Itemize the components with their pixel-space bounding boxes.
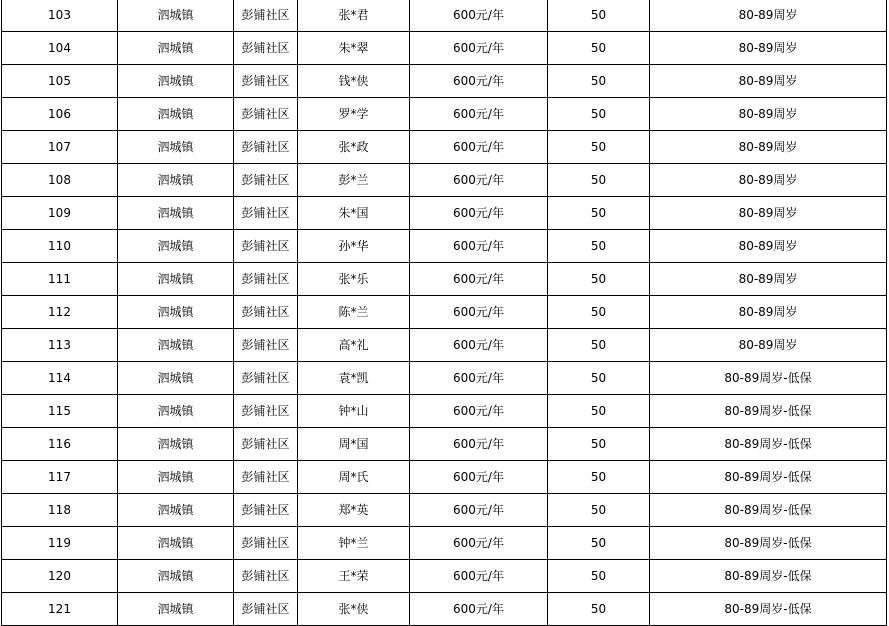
annual-amount-cell: 600元/年: [410, 0, 548, 32]
row-number-cell: 110: [2, 230, 118, 263]
monthly-amount-cell: 50: [548, 98, 650, 131]
table-row: [2, 0, 887, 32]
town-cell: 泗城镇: [118, 263, 234, 296]
annual-amount-cell: 600元/年: [410, 65, 548, 98]
category-cell: 80-89周岁: [650, 131, 887, 164]
town-cell: 泗城镇: [118, 164, 234, 197]
annual-amount-cell: 600元/年: [410, 593, 548, 626]
annual-amount-cell: 600元/年: [410, 263, 548, 296]
table-row: [2, 428, 887, 461]
table-row: [2, 65, 887, 98]
row-number-cell: 115: [2, 395, 118, 428]
annual-amount-cell: 600元/年: [410, 197, 548, 230]
town-cell: 泗城镇: [118, 197, 234, 230]
annual-amount-cell: 600元/年: [410, 329, 548, 362]
town-cell: 泗城镇: [118, 131, 234, 164]
annual-amount-cell: 600元/年: [410, 428, 548, 461]
town-cell: 泗城镇: [118, 527, 234, 560]
community-cell: 彭铺社区: [234, 197, 298, 230]
monthly-amount-cell: 50: [548, 164, 650, 197]
table-row: [2, 131, 887, 164]
table-row: [2, 164, 887, 197]
annual-amount-cell: 600元/年: [410, 560, 548, 593]
category-cell: 80-89周岁: [650, 263, 887, 296]
community-cell: 彭铺社区: [234, 527, 298, 560]
name-cell: 陈*兰: [298, 296, 410, 329]
category-cell: 80-89周岁: [650, 32, 887, 65]
row-number-cell: 104: [2, 32, 118, 65]
community-cell: 彭铺社区: [234, 593, 298, 626]
annual-amount-cell: 600元/年: [410, 131, 548, 164]
monthly-amount-cell: 50: [548, 329, 650, 362]
row-number-cell: 119: [2, 527, 118, 560]
name-cell: 张*君: [298, 0, 410, 32]
name-cell: 彭*兰: [298, 164, 410, 197]
community-cell: 彭铺社区: [234, 461, 298, 494]
community-cell: 彭铺社区: [234, 296, 298, 329]
table-row: [2, 395, 887, 428]
monthly-amount-cell: 50: [548, 527, 650, 560]
monthly-amount-cell: 50: [548, 560, 650, 593]
town-cell: 泗城镇: [118, 428, 234, 461]
row-number-cell: 118: [2, 494, 118, 527]
category-cell: 80-89周岁-低保: [650, 461, 887, 494]
category-cell: 80-89周岁: [650, 296, 887, 329]
name-cell: 王*荣: [298, 560, 410, 593]
annual-amount-cell: 600元/年: [410, 494, 548, 527]
monthly-amount-cell: 50: [548, 593, 650, 626]
community-cell: 彭铺社区: [234, 263, 298, 296]
name-cell: 郑*英: [298, 494, 410, 527]
row-number-cell: 120: [2, 560, 118, 593]
community-cell: 彭铺社区: [234, 560, 298, 593]
community-cell: 彭铺社区: [234, 65, 298, 98]
category-cell: 80-89周岁: [650, 98, 887, 131]
town-cell: 泗城镇: [118, 296, 234, 329]
town-cell: 泗城镇: [118, 362, 234, 395]
monthly-amount-cell: 50: [548, 395, 650, 428]
subsidy-table: [1, 0, 887, 626]
table-body: [2, 0, 887, 626]
name-cell: 朱*翠: [298, 32, 410, 65]
town-cell: 泗城镇: [118, 461, 234, 494]
table-row: [2, 527, 887, 560]
table-row: [2, 98, 887, 131]
annual-amount-cell: 600元/年: [410, 527, 548, 560]
category-cell: 80-89周岁: [650, 197, 887, 230]
monthly-amount-cell: 50: [548, 131, 650, 164]
row-number-cell: 103: [2, 0, 118, 32]
town-cell: 泗城镇: [118, 395, 234, 428]
town-cell: 泗城镇: [118, 0, 234, 32]
town-cell: 泗城镇: [118, 65, 234, 98]
monthly-amount-cell: 50: [548, 494, 650, 527]
table-row: [2, 329, 887, 362]
category-cell: 80-89周岁: [650, 65, 887, 98]
category-cell: 80-89周岁-低保: [650, 362, 887, 395]
name-cell: 周*氏: [298, 461, 410, 494]
name-cell: 张*政: [298, 131, 410, 164]
monthly-amount-cell: 50: [548, 263, 650, 296]
town-cell: 泗城镇: [118, 98, 234, 131]
row-number-cell: 114: [2, 362, 118, 395]
category-cell: 80-89周岁: [650, 164, 887, 197]
row-number-cell: 112: [2, 296, 118, 329]
town-cell: 泗城镇: [118, 494, 234, 527]
monthly-amount-cell: 50: [548, 230, 650, 263]
town-cell: 泗城镇: [118, 230, 234, 263]
community-cell: 彭铺社区: [234, 98, 298, 131]
community-cell: 彭铺社区: [234, 362, 298, 395]
community-cell: 彭铺社区: [234, 395, 298, 428]
monthly-amount-cell: 50: [548, 0, 650, 32]
table-row: [2, 560, 887, 593]
annual-amount-cell: 600元/年: [410, 98, 548, 131]
row-number-cell: 107: [2, 131, 118, 164]
row-number-cell: 113: [2, 329, 118, 362]
name-cell: 袁*凯: [298, 362, 410, 395]
annual-amount-cell: 600元/年: [410, 362, 548, 395]
row-number-cell: 111: [2, 263, 118, 296]
community-cell: 彭铺社区: [234, 428, 298, 461]
name-cell: 罗*学: [298, 98, 410, 131]
monthly-amount-cell: 50: [548, 296, 650, 329]
name-cell: 朱*国: [298, 197, 410, 230]
annual-amount-cell: 600元/年: [410, 32, 548, 65]
row-number-cell: 109: [2, 197, 118, 230]
monthly-amount-cell: 50: [548, 362, 650, 395]
category-cell: 80-89周岁-低保: [650, 494, 887, 527]
annual-amount-cell: 600元/年: [410, 230, 548, 263]
name-cell: 周*国: [298, 428, 410, 461]
category-cell: 80-89周岁: [650, 329, 887, 362]
annual-amount-cell: 600元/年: [410, 461, 548, 494]
annual-amount-cell: 600元/年: [410, 296, 548, 329]
monthly-amount-cell: 50: [548, 32, 650, 65]
monthly-amount-cell: 50: [548, 197, 650, 230]
table-row: [2, 263, 887, 296]
category-cell: 80-89周岁: [650, 230, 887, 263]
name-cell: 高*礼: [298, 329, 410, 362]
name-cell: 钟*山: [298, 395, 410, 428]
monthly-amount-cell: 50: [548, 461, 650, 494]
category-cell: 80-89周岁-低保: [650, 593, 887, 626]
row-number-cell: 117: [2, 461, 118, 494]
monthly-amount-cell: 50: [548, 65, 650, 98]
table-row: [2, 461, 887, 494]
category-cell: 80-89周岁-低保: [650, 428, 887, 461]
row-number-cell: 105: [2, 65, 118, 98]
name-cell: 钱*侠: [298, 65, 410, 98]
table-row: [2, 362, 887, 395]
name-cell: 孙*华: [298, 230, 410, 263]
category-cell: 80-89周岁: [650, 0, 887, 32]
row-number-cell: 121: [2, 593, 118, 626]
community-cell: 彭铺社区: [234, 494, 298, 527]
annual-amount-cell: 600元/年: [410, 164, 548, 197]
row-number-cell: 116: [2, 428, 118, 461]
name-cell: 张*侠: [298, 593, 410, 626]
community-cell: 彭铺社区: [234, 32, 298, 65]
town-cell: 泗城镇: [118, 32, 234, 65]
community-cell: 彭铺社区: [234, 131, 298, 164]
annual-amount-cell: 600元/年: [410, 395, 548, 428]
category-cell: 80-89周岁-低保: [650, 560, 887, 593]
monthly-amount-cell: 50: [548, 428, 650, 461]
row-number-cell: 108: [2, 164, 118, 197]
table-row: [2, 494, 887, 527]
category-cell: 80-89周岁-低保: [650, 527, 887, 560]
name-cell: 钟*兰: [298, 527, 410, 560]
table-row: [2, 593, 887, 626]
community-cell: 彭铺社区: [234, 230, 298, 263]
town-cell: 泗城镇: [118, 560, 234, 593]
name-cell: 张*乐: [298, 263, 410, 296]
category-cell: 80-89周岁-低保: [650, 395, 887, 428]
table-row: [2, 197, 887, 230]
table-row: [2, 230, 887, 263]
table-row: [2, 296, 887, 329]
table-row: [2, 32, 887, 65]
community-cell: 彭铺社区: [234, 329, 298, 362]
community-cell: 彭铺社区: [234, 164, 298, 197]
community-cell: 彭铺社区: [234, 0, 298, 32]
row-number-cell: 106: [2, 98, 118, 131]
town-cell: 泗城镇: [118, 593, 234, 626]
town-cell: 泗城镇: [118, 329, 234, 362]
